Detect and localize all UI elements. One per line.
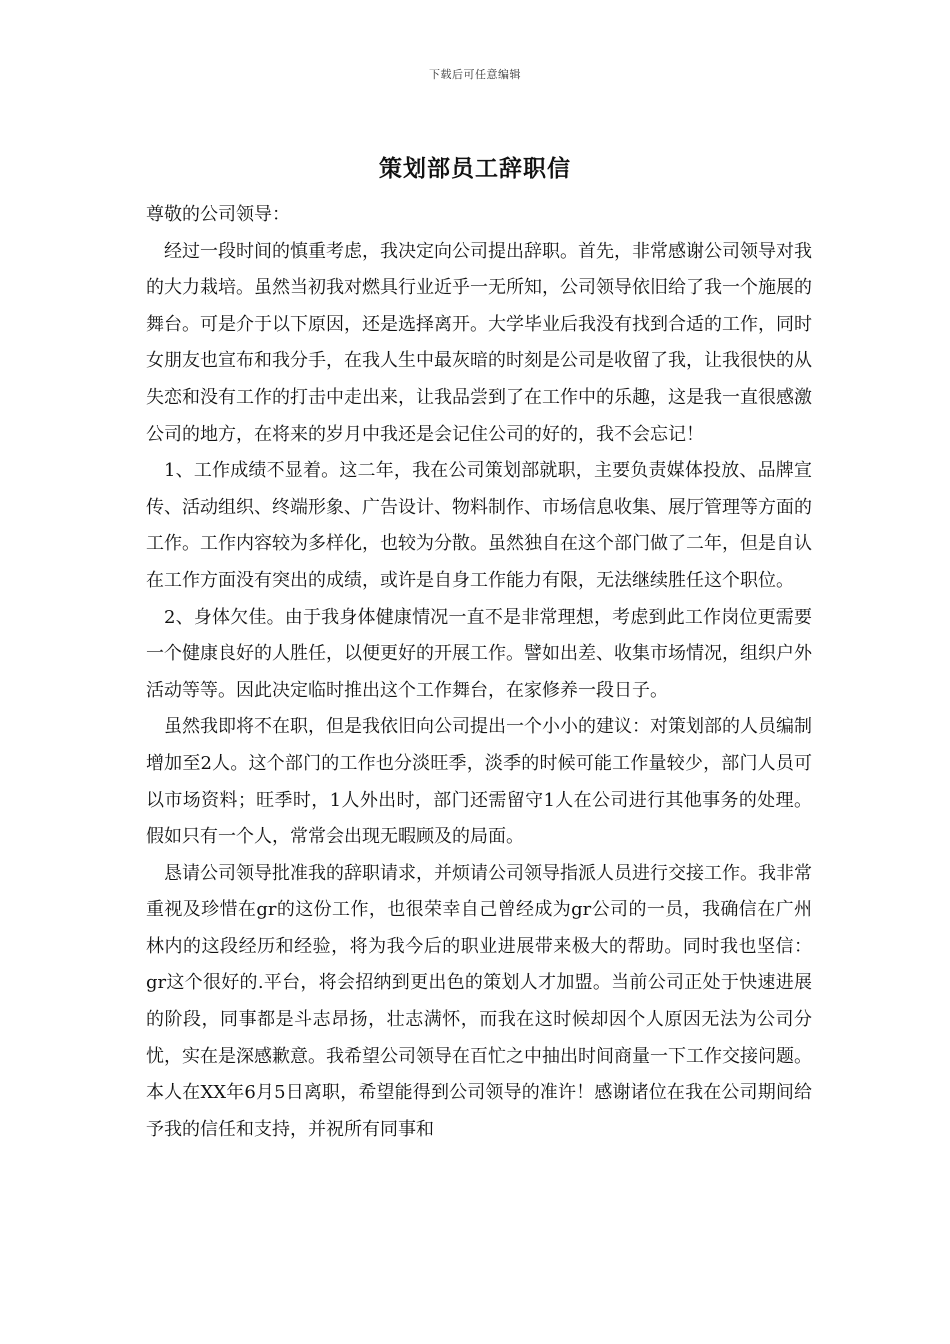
paragraph-suggestion: 虽然我即将不在职，但是我依旧向公司提出一个小小的建议：对策划部的人员编制增加至2人。这个部门的工作也分淡旺季，淡季的时候可能工作量较少，部门人员可以市场资料；旺季时，1人外出时，部门还需留守1人在公司进行其他事务的处理。假如只有一个人，常常会出现无暇顾及的局面。 (146, 716, 812, 848)
letter-body (146, 197, 812, 1148)
paragraph-reason-2: 2、身体欠佳。由于我身体健康情况一直不是非常理想，考虑到此工作岗位更需要一个健康良好的人胜任，以便更好的开展工作。譬如出差、收集市场情况，组织户外活动等等。因此决定临时推出这个工作舞台，在家修养一段日子。 (146, 606, 812, 701)
paragraph-reason-1: 1、工作成绩不显着。这二年，我在公司策划部就职，主要负责媒体投放、品牌宣传、活动组织、终端形象、广告设计、物料制作、市场信息收集、展厅管理等方面的工作。工作内容较为多样化，也较为分散。虽然独自在这个部门做了二年，但是自认在工作方面没有突出的成绩，或许是自身工作能力有限，无法继续胜任这个职位。 (146, 460, 812, 591)
header-note: 下载后可任意编辑 (429, 68, 521, 81)
paragraph-request: 恳请公司领导批准我的辞职请求，并烦请公司领导指派人员进行交接工作。我非常重视及珍惜在gr的这份工作，也很荣幸自己曾经成为gr公司的一员，我确信在广州林内的这段经历和经验，将为我今后的职业进展带来极大的帮助。同时我也坚信：gr这个很好的.平台，将会招纳到更出色的策划人才加盟。当前公司正处于快速进展的阶段，同事都是斗志昂扬，壮志满怀，而我在这时候却因个人原因无法为公司分忧，实在是深感歉意。我希望公司领导在百忙之中抽出时间商量一下工作交接问题。本人在XX年6月5日离职，希望能得到公司领导的准许！感谢诸位在我在公司期间给予我的信任和支持，并祝所有同事和 (146, 862, 812, 1140)
document-title: 策划部员工辞职信 (379, 155, 571, 182)
salutation: 尊敬的公司领导： (146, 204, 290, 225)
paragraph-intro: 经过一段时间的慎重考虑，我决定向公司提出辞职。首先，非常感谢公司领导对我的大力栽培。虽然当初我对燃具行业近乎一无所知，公司领导依旧给了我一个施展的舞台。可是介于以下原因，还是选择离开。大学毕业后我没有找到合适的工作，同时女朋友也宣布和我分手，在我人生中最灰暗的时刻是公司是收留了我，让我很快的从失恋和没有工作的打击中走出来，让我品尝到了在工作中的乐趣，这是我一直很感激公司的地方，在将来的岁月中我还是会记住公司的好的，我不会忘记！ (146, 240, 812, 445)
